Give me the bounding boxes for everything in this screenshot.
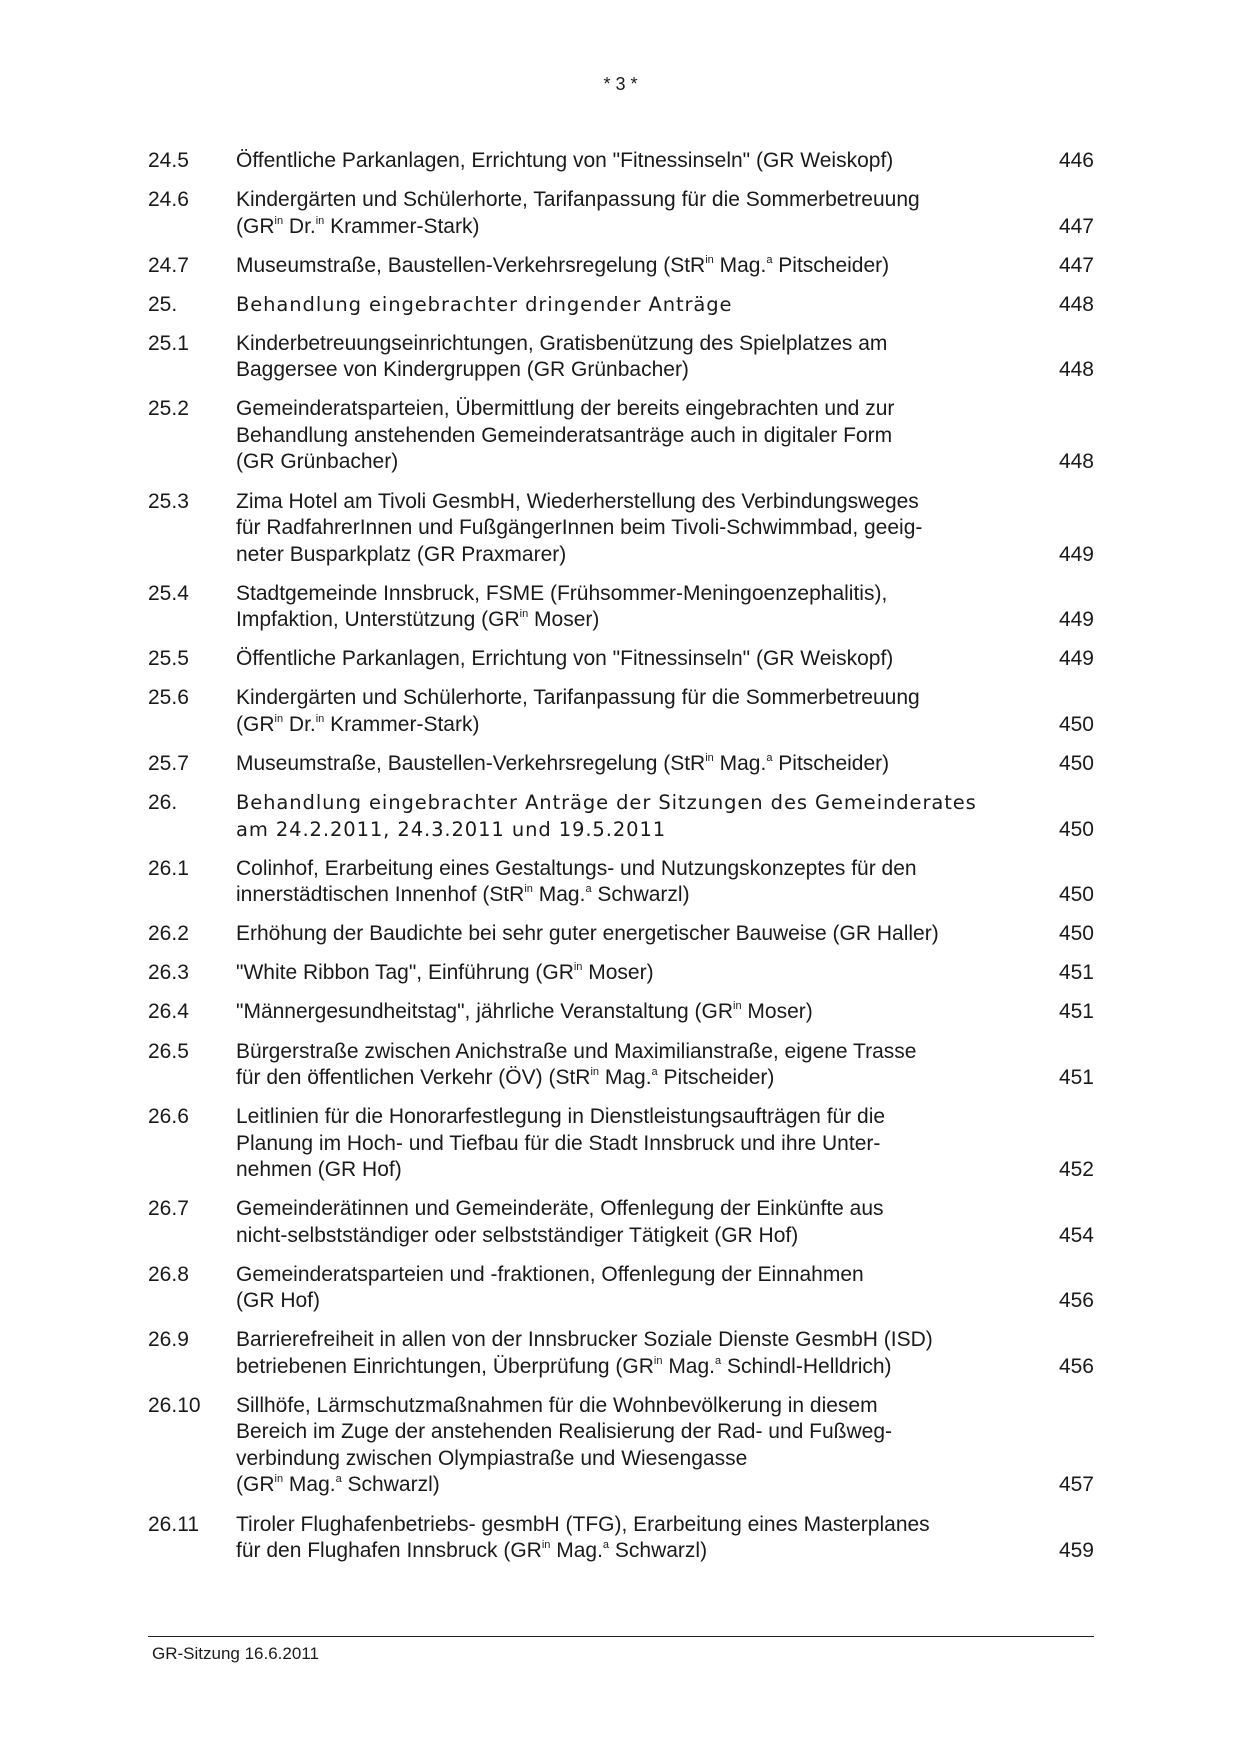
toc-entry-title-line: Gemeinderatsparteien, Übermittlung der bereits eingebrachten und zur [236,397,895,421]
toc-entry-title [236,1393,1050,1499]
toc-entry-page: 451 [1058,961,1094,985]
toc-entry-title [236,1327,1050,1380]
toc-entry-page: 450 [1058,751,1094,775]
toc-entry [148,685,1094,738]
toc-entry-title-line: Leitlinien für die Honorarfestlegung in Dienstleistungsaufträgen für die [236,1105,886,1129]
toc-entry-title-line: Impfaktion, Unterstützung ($GR^{in}$ Moser) [236,608,600,632]
toc-entry-number: 26.5 [148,1039,189,1063]
toc-entry-page: 456 [1058,1354,1094,1378]
page-number: * 3 * [603,74,638,94]
toc-entry-title-line: nehmen (GR Hof) [236,1158,402,1182]
toc-entry-page: 457 [1058,1473,1094,1497]
toc-entry-title-line: Zima Hotel am Tivoli GesmbH, Wiederherstellung des Verbindungsweges [236,489,919,513]
toc-entry-number: 25.1 [148,331,189,355]
toc-entry-title-line: innerstädtischen Innenhof (StR$^{in}$ Mag.$^a$ Schwarzl) [236,883,690,907]
toc-entry-page: 452 [1058,1158,1094,1182]
toc-section-heading [148,292,1094,319]
toc-entry-page: 448 [1058,450,1094,474]
toc-entry-title-line: Gemeinderatsparteien und -fraktionen, Offenlegung der Einnahmen [236,1262,864,1286]
toc-entry-page: 454 [1058,1223,1094,1247]
toc-entry-title-line: neter Busparkplatz (GR Praxmarer) [236,542,567,566]
toc-entry-title [236,331,1050,384]
toc-entry [148,1039,1094,1092]
toc-entry-title-line: Baggersee von Kindergruppen (GR Grünbacher) [236,358,689,382]
toc-entry-title-line: ($GR^{in}$ Mag.$^a$ Schwarzl) [236,1473,440,1497]
toc-entry-page: 450 [1058,817,1094,841]
toc-entry [148,187,1094,240]
toc-entry-number: 26.4 [148,1000,189,1024]
toc-entry-title [236,646,1050,673]
toc-entry-title-line: (GR Grünbacher) [236,450,399,474]
toc-entry-title-line: für den Flughafen Innsbruck ($GR^{in}$ Mag.$^a$ Schwarzl) [236,1539,708,1563]
toc-entry-number: 26.3 [148,961,189,985]
toc-entry [148,1196,1094,1249]
toc-entry-title [236,921,1050,948]
toc-entry-number: 26.1 [148,856,189,880]
toc-entry [148,148,1094,175]
toc-entry-title [236,396,1050,476]
table-of-contents [148,148,1094,1577]
toc-entry-title-line: Museumstraße, Baustellen-Verkehrsregelung (StR$^{in}$ Mag.$^a$ Pitscheider) [236,253,890,277]
toc-entry-title-line: Kinderbetreuungseinrichtungen, Gratisbenützung des Spielplatzes am [236,331,888,355]
toc-entry-number: 24.7 [148,253,189,277]
toc-entry-title-line: (GR Hof) [236,1289,320,1313]
toc-entry [148,1512,1094,1565]
footer-divider [148,1636,1094,1637]
toc-entry-title-line: nicht-selbstständiger oder selbstständiger Tätigkeit (GR Hof) [236,1223,799,1247]
toc-entry-number: 25.3 [148,489,189,513]
toc-entry-page: 449 [1058,647,1094,671]
toc-entry-title-line: verbindung zwischen Olympiastraße und Wiesengasse [236,1446,748,1470]
toc-entry-title-line: Öffentliche Parkanlagen, Errichtung von "Fitnessinseln" (GR Weiskopf) [236,647,894,671]
toc-entry-page: 450 [1058,883,1094,907]
toc-entry-number: 26.2 [148,922,189,946]
toc-entry [148,960,1094,987]
toc-section-heading [148,790,1094,843]
toc-entry-title-line: "Männergesundheitstag", jährliche Veranstaltung ($GR^{in}$ Moser) [236,1000,813,1024]
toc-entry-title-line: Behandlung eingebrachter dringender Anträge [236,292,733,316]
toc-entry-title [236,253,1050,280]
toc-entry-page: 448 [1058,358,1094,382]
toc-entry-title-line: Tiroler Flughafenbetriebs- gesmbH (TFG), Erarbeitung eines Masterplanes [236,1512,930,1536]
toc-entry-title-line: "White Ribbon Tag", Einführung ($GR^{in}$ Moser) [236,961,654,985]
toc-entry-number: 26. [148,791,178,815]
toc-entry-title [236,187,1050,240]
toc-entry-number: 25.7 [148,751,189,775]
toc-entry-title [236,148,1050,175]
toc-entry-title-line: Stadtgemeinde Innsbruck, FSME (Frühsommer-Meningoenzephalitis), [236,581,888,605]
toc-entry-number: 26.8 [148,1262,189,1286]
toc-entry [148,1104,1094,1184]
toc-entry-title-line: am 24.2.2011, 24.3.2011 und 19.5.2011 [236,817,667,841]
toc-entry-number: 25.5 [148,647,189,671]
toc-entry-title [236,1039,1050,1092]
toc-entry-number: 24.6 [148,188,189,212]
toc-entry-page: 449 [1058,542,1094,566]
toc-entry [148,331,1094,384]
toc-entry-number: 25.4 [148,581,189,605]
toc-entry-title-line: Bereich im Zuge der anstehenden Realisierung der Rad- und Fußweg- [236,1420,893,1444]
toc-entry-page: 451 [1058,1066,1094,1089]
toc-entry-title [236,685,1050,738]
toc-entry-title [236,1196,1050,1249]
toc-entry-number: 26.10 [148,1393,201,1417]
toc-entry-title-line: Kindergärten und Schülerhorte, Tarifanpassung für die Sommerbetreuung [236,686,920,710]
toc-entry-title-line: für RadfahrerInnen und FußgängerInnen beim Tivoli-Schwimmbad, geeig- [236,516,923,540]
toc-entry-title [236,790,1050,843]
toc-entry-title-line: Behandlung eingebrachter Anträge der Sitzungen des Gemeinderates [236,791,977,815]
toc-entry-title [236,960,1050,987]
toc-entry-title [236,999,1050,1026]
toc-entry-title-line: betriebenen Einrichtungen, Überprüfung ($GR^{in}$ Mag.$^a$ Schindl-Helldrich) [236,1354,892,1378]
toc-entry-title [236,292,1050,319]
toc-entry-title-line: Erhöhung der Baudichte bei sehr guter energetischer Bauweise (GR Haller) [236,922,939,946]
toc-entry-title [236,856,1050,909]
toc-entry-title [236,751,1050,778]
toc-entry-title-line: Planung im Hoch- und Tiefbau für die Stadt Innsbruck und ihre Unter- [236,1131,881,1155]
toc-entry-title [236,581,1050,634]
toc-entry-page: 450 [1058,922,1094,946]
toc-entry [148,581,1094,634]
toc-entry-page: 447 [1058,214,1094,238]
toc-entry [148,1327,1094,1380]
toc-entry-title-line: Museumstraße, Baustellen-Verkehrsregelung (StR$^{in}$ Mag.$^a$ Pitscheider) [236,751,890,775]
toc-entry-page: 448 [1058,292,1094,316]
toc-entry-number: 26.9 [148,1328,189,1352]
toc-entry-page: 456 [1058,1289,1094,1313]
toc-entry-number: 26.6 [148,1105,189,1129]
toc-entry-title [236,1104,1050,1184]
toc-entry [148,921,1094,948]
toc-entry-number: 25.6 [148,686,189,710]
toc-entry-number: 26.7 [148,1197,189,1221]
toc-entry-page: 449 [1058,608,1094,632]
toc-entry [148,489,1094,569]
toc-entry-number: 24.5 [148,149,189,172]
toc-entry-title-line: Colinhof, Erarbeitung eines Gestaltungs- und Nutzungskonzeptes für den [236,856,917,880]
toc-entry-page: 446 [1058,149,1094,172]
toc-entry [148,646,1094,673]
toc-entry-title-line: Bürgerstraße zwischen Anichstraße und Maximilianstraße, eigene Trasse [236,1039,917,1063]
toc-entry [148,1393,1094,1499]
toc-entry [148,999,1094,1026]
toc-entry-title-line: Sillhöfe, Lärmschutzmaßnahmen für die Wohnbevölkerung in diesem [236,1393,878,1417]
footer-text: GR-Sitzung 16.6.2011 [152,1644,319,1663]
toc-entry-title-line: Kindergärten und Schülerhorte, Tarifanpassung für die Sommerbetreuung [236,188,920,212]
toc-entry-title [236,1262,1050,1315]
toc-entry-number: 25.2 [148,397,189,421]
toc-entry-title [236,489,1050,569]
toc-entry-title-line: Öffentliche Parkanlagen, Errichtung von "Fitnessinseln" (GR Weiskopf) [236,149,894,172]
toc-entry-title-line: ($GR^{in}$ Dr.$^{in}$ Krammer-Stark) [236,214,480,238]
toc-entry-page: 459 [1058,1539,1094,1563]
toc-entry-page: 450 [1058,712,1094,736]
toc-entry [148,396,1094,476]
toc-entry-page: 451 [1058,1000,1094,1024]
toc-entry-title-line: ($GR^{in}$ Dr.$^{in}$ Krammer-Stark) [236,712,480,736]
toc-entry-title-line: Behandlung anstehenden Gemeinderatsanträge auch in digitaler Form [236,423,893,447]
toc-entry [148,856,1094,909]
toc-entry-number: 25. [148,292,178,316]
toc-entry [148,1262,1094,1315]
toc-entry-title-line: Barrierefreiheit in allen von der Innsbrucker Soziale Dienste GesmbH (ISD) [236,1328,933,1352]
toc-entry-title-line: Gemeinderätinnen und Gemeinderäte, Offenlegung der Einkünfte aus [236,1197,884,1221]
toc-entry-number: 26.11 [148,1512,199,1536]
toc-entry [148,253,1094,280]
toc-entry-title [236,1512,1050,1565]
toc-entry [148,751,1094,778]
toc-entry-page: 447 [1058,253,1094,277]
toc-entry-title-line: für den öffentlichen Verkehr (ÖV) (StR$^{in}$ Mag.$^a$ Pitscheider) [236,1066,775,1089]
